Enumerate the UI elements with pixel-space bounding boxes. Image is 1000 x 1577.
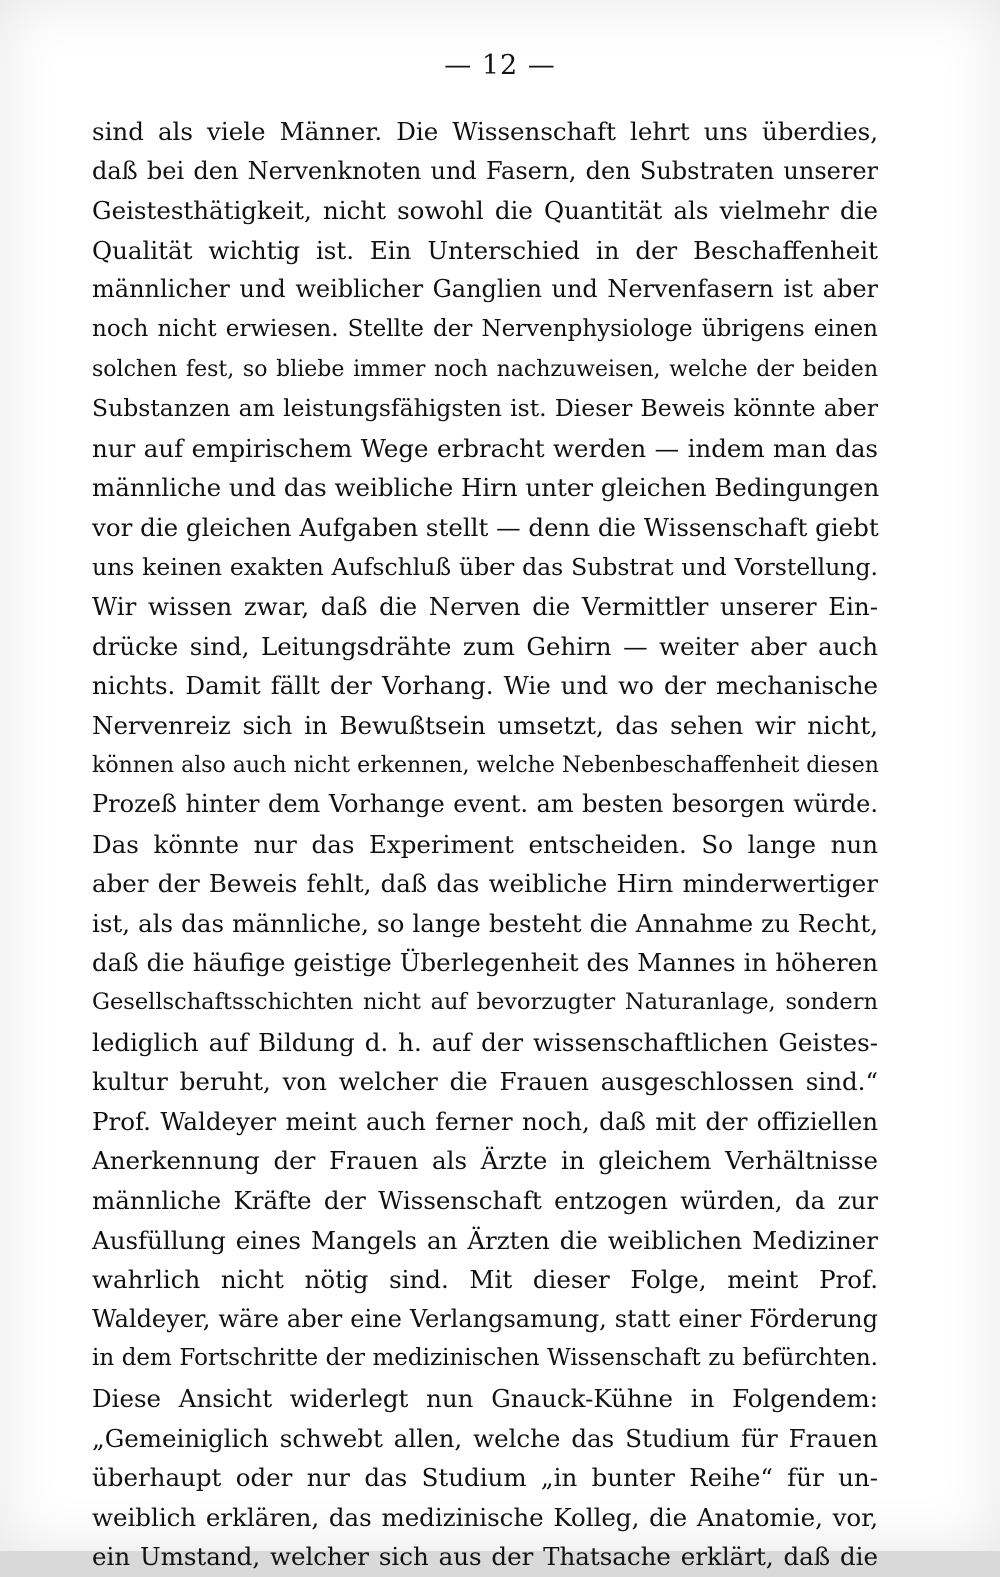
text-line: noch nicht erwiesen. Stellte der Nervenphysiologe übrigens einen bbox=[92, 315, 878, 342]
text-line: solchen fest, so bliebe immer noch nachzuweisen, welche der beiden bbox=[92, 356, 878, 382]
text-line: nichts. Damit fällt der Vorhang. Wie und wo der mechanische bbox=[92, 671, 878, 701]
text-line: Substanzen am leistungsfähigsten ist. Dieser Beweis könnte aber bbox=[92, 394, 878, 423]
text-line: nur auf empirischem Wege erbracht werden — indem man das bbox=[92, 433, 878, 463]
text-line: überhaupt oder nur das Studium „in bunter Reihe“ für un- bbox=[92, 1463, 878, 1493]
text-line: Anerkennung der Frauen als Ärzte in gleichem Verhältnisse bbox=[92, 1146, 878, 1176]
body-text bbox=[92, 112, 878, 1577]
text-line: vor die gleichen Aufgaben stellt — denn die Wissenschaft giebt bbox=[92, 512, 879, 542]
page-number: — 12 — bbox=[444, 50, 556, 81]
text-line: aber der Beweis fehlt, daß das weibliche Hirn minderwertiger bbox=[92, 869, 878, 899]
text-line: ist, als das männliche, so lange besteht die Annahme zu Recht, bbox=[92, 908, 878, 938]
text-line: weiblich erklären, das medizinische Kolleg, die Anatomie, vor, bbox=[92, 1502, 878, 1532]
text-line: Prof. Waldeyer meint auch ferner noch, daß mit der offiziellen bbox=[92, 1106, 878, 1136]
text-line: wahrlich nicht nötig sind. Mit dieser Folge, meint Prof. bbox=[92, 1265, 878, 1295]
text-line: „Gemeiniglich schwebt allen, welche das Studium für Frauen bbox=[92, 1423, 878, 1453]
text-line: lediglich auf Bildung d. h. auf der wissenschaftlichen Geistes- bbox=[92, 1027, 878, 1057]
text-line: Wir wissen zwar, daß die Nerven die Vermittler unserer Ein- bbox=[92, 592, 878, 622]
text-line: Prozeß hinter dem Vorhange event. am besten besorgen würde. bbox=[92, 790, 878, 819]
text-line: können also auch nicht erkennen, welche Nebenbeschaffenheit diesen bbox=[92, 752, 879, 778]
text-line: Diese Ansicht widerlegt nun Gnauck-Kühne in Folgendem: bbox=[92, 1384, 878, 1413]
text-line: daß bei den Nervenknoten und Fasern, den Substraten unserer bbox=[92, 156, 878, 185]
text-line: männliche und das weibliche Hirn unter gleichen Bedingungen bbox=[92, 473, 880, 503]
text-line: Qualität wichtig ist. Ein Unterschied in der Beschaffenheit bbox=[92, 235, 878, 265]
text-line: Waldeyer, wäre aber eine Verlangsamung, statt einer Förderung bbox=[92, 1304, 878, 1333]
text-line: drücke sind, Leitungsdrähte zum Gehirn — weiter aber auch bbox=[92, 631, 878, 661]
text-line: Das könnte nur das Experiment entscheiden. So lange nun bbox=[92, 829, 878, 859]
text-line: männliche Kräfte der Wissenschaft entzogen würden, da zur bbox=[92, 1186, 878, 1216]
text-line: Nervenreiz sich in Bewußtsein umsetzt, das sehen wir nicht, bbox=[92, 710, 878, 740]
text-line: sind als viele Männer. Die Wissenschaft lehrt uns überdies, bbox=[92, 117, 878, 146]
text-line: daß die häufige geistige Überlegenheit des Mannes in höheren bbox=[92, 948, 878, 978]
text-line: Geistesthätigkeit, nicht sowohl die Quantität als vielmehr die bbox=[92, 196, 878, 226]
text-line: männlicher und weiblicher Ganglien und Nervenfasern ist aber bbox=[92, 275, 878, 304]
text-line: Gesellschaftsschichten nicht auf bevorzugter Naturanlage, sondern bbox=[92, 989, 878, 1016]
text-line: kultur beruht, von welcher die Frauen ausgeschlossen sind.“ bbox=[92, 1067, 878, 1097]
text-line: uns keinen exakten Aufschluß über das Substrat und Vorstellung. bbox=[92, 552, 878, 581]
text-line: in dem Fortschritte der medizinischen Wissenschaft zu befürchten. bbox=[92, 1345, 878, 1372]
text-line: ein Umstand, welcher sich aus der Thatsache erklärt, daß die bbox=[92, 1542, 878, 1572]
text-line: Ausfüllung eines Mangels an Ärzten die weiblichen Mediziner bbox=[92, 1225, 878, 1255]
